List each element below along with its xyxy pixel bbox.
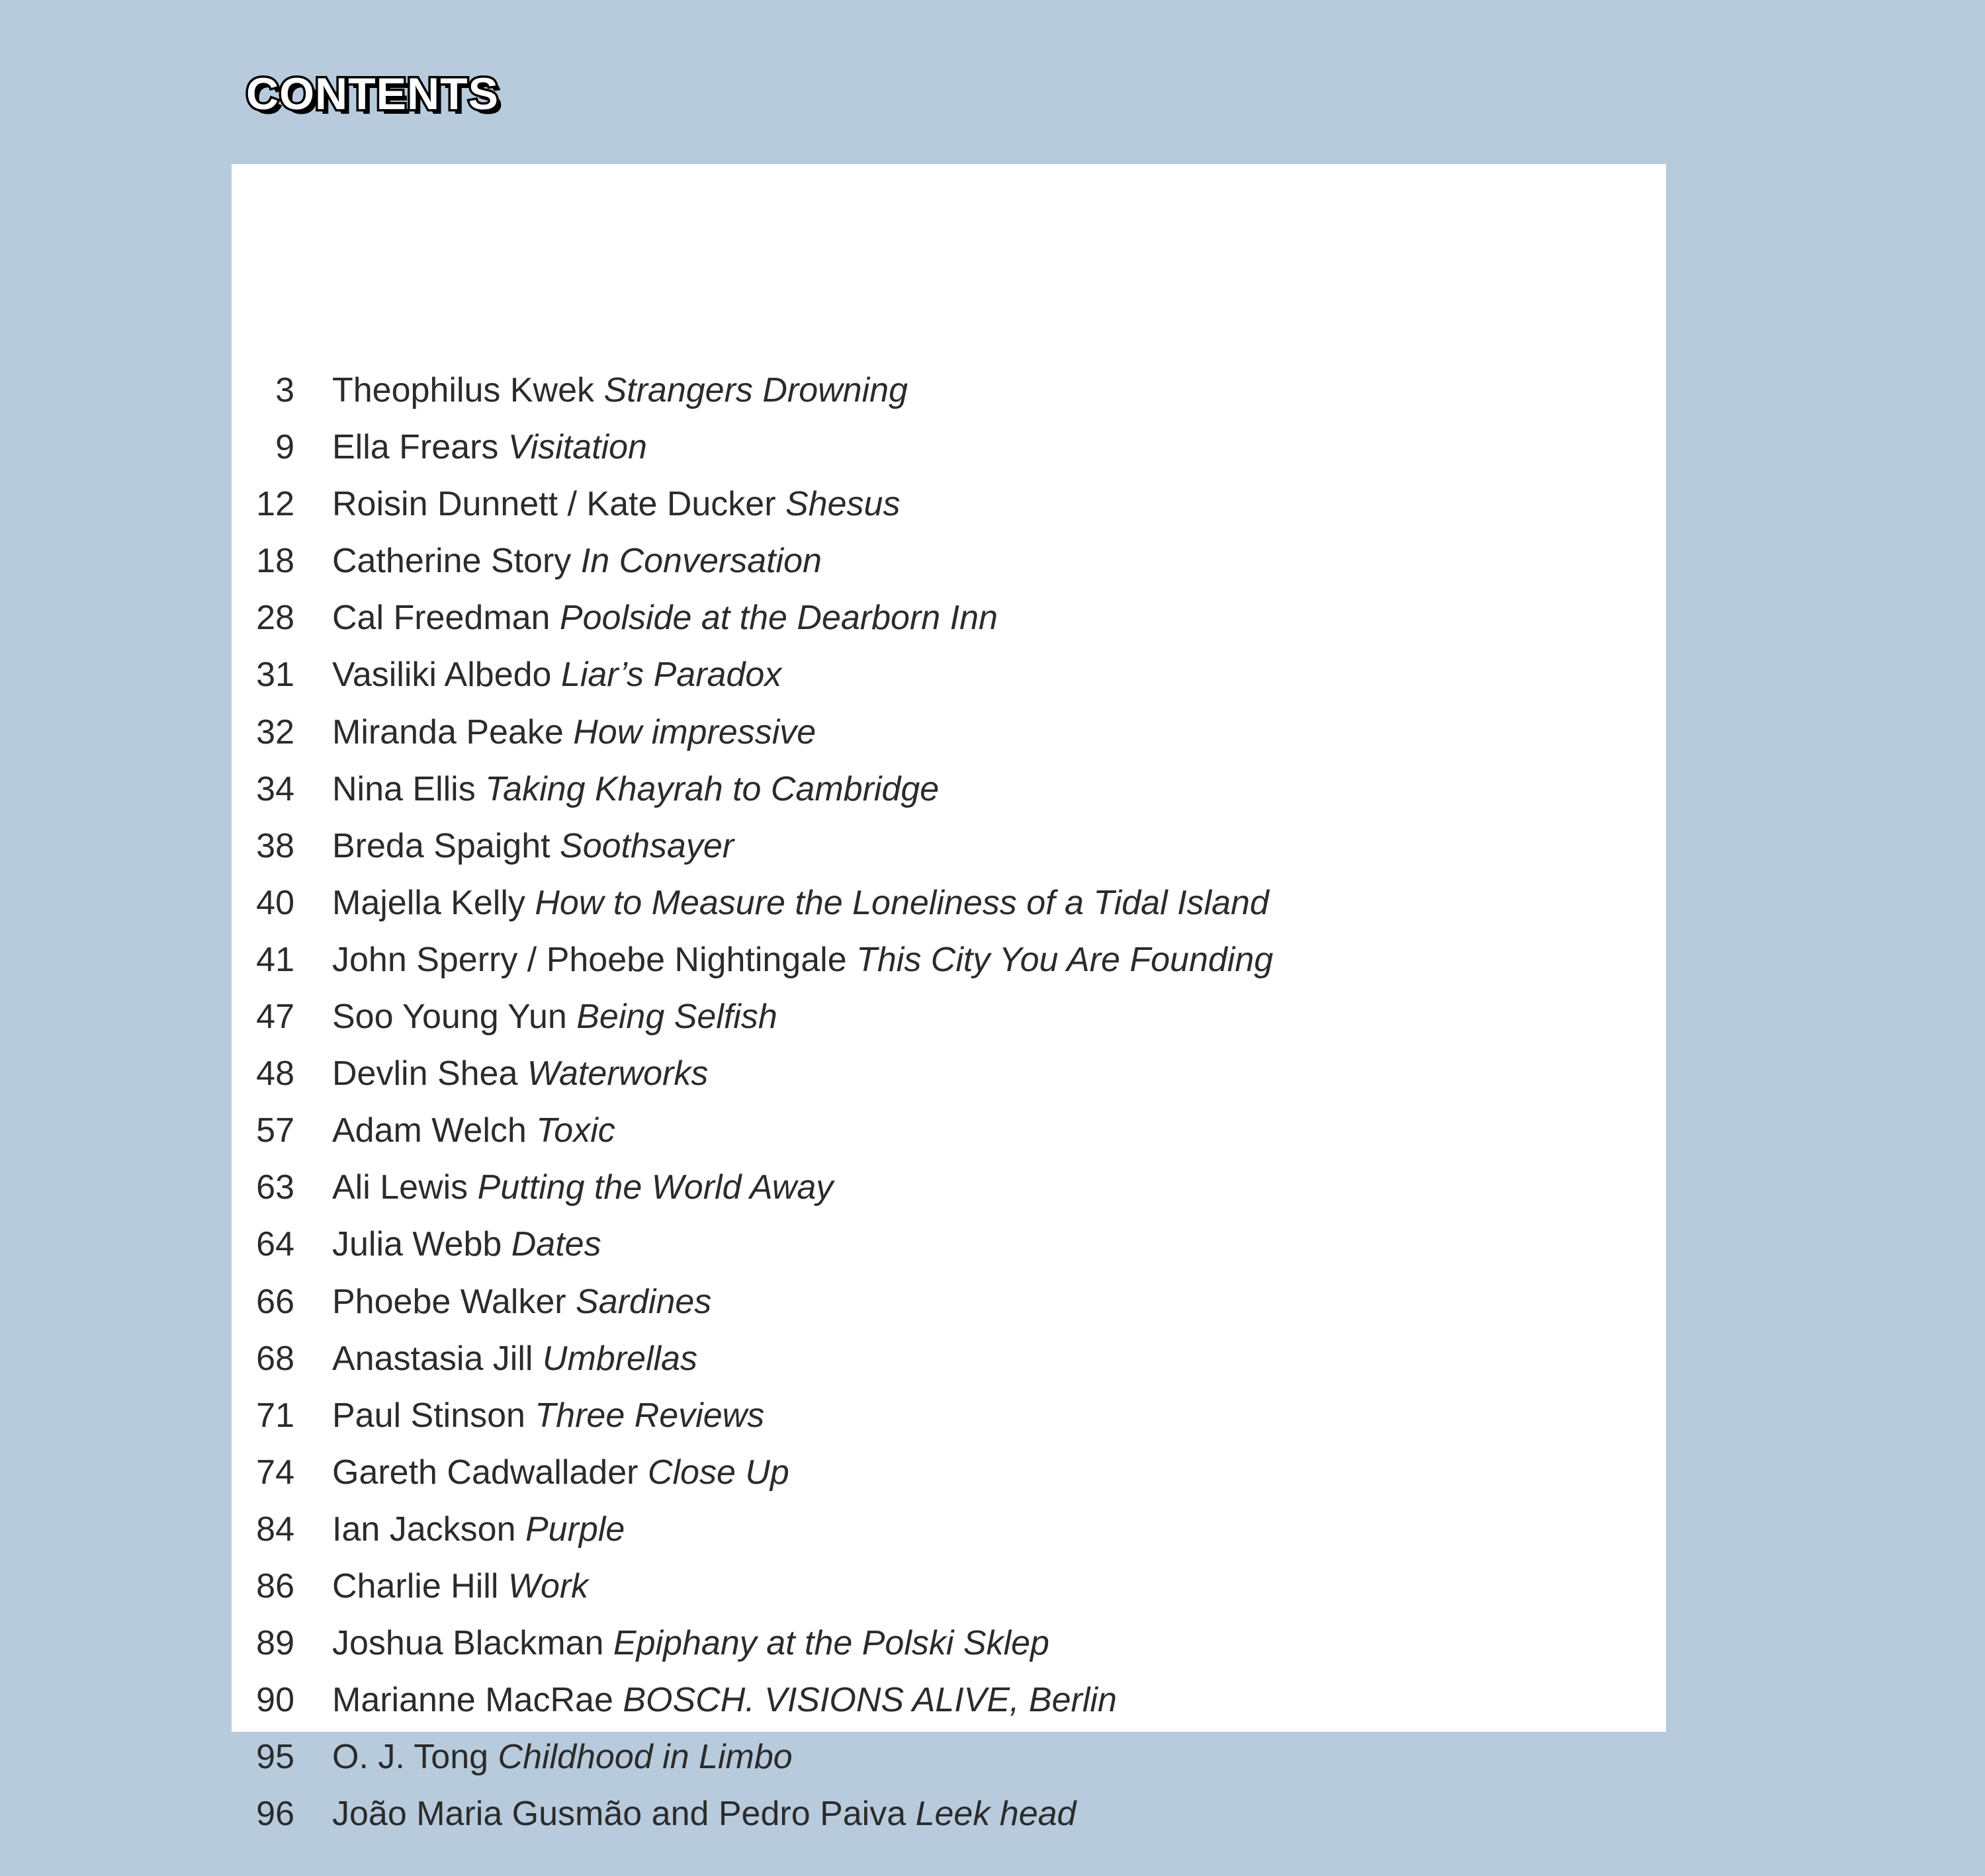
page-number: 66 bbox=[256, 1282, 294, 1321]
entry-author: O. J. Tong bbox=[332, 1738, 489, 1777]
entry-text bbox=[332, 769, 940, 808]
contents-list bbox=[232, 373, 1666, 1854]
entry-author: Ali Lewis bbox=[332, 1168, 468, 1207]
entry-title: How impressive bbox=[573, 712, 816, 751]
entry-text bbox=[332, 1113, 615, 1148]
entry-text bbox=[332, 485, 901, 524]
entry-title: Purple bbox=[525, 1510, 625, 1549]
entry-text bbox=[332, 1398, 764, 1433]
contents-entry bbox=[232, 769, 1666, 829]
entry-author: Anastasia Jill bbox=[332, 1339, 533, 1378]
entry-title: BOSCH. VISIONS ALIVE, Berlin bbox=[623, 1681, 1117, 1720]
page-number: 31 bbox=[256, 656, 294, 695]
contents-entry bbox=[232, 1797, 1666, 1854]
entry-author: Charlie Hill bbox=[332, 1566, 499, 1605]
page-number: 74 bbox=[256, 1453, 294, 1492]
page-number: 40 bbox=[256, 883, 294, 922]
entry-title: Liar’s Paradox bbox=[560, 656, 782, 695]
page-number: 41 bbox=[256, 940, 294, 979]
entry-title: Strangers Drowning bbox=[603, 371, 908, 409]
page-number: 89 bbox=[256, 1624, 294, 1663]
entry-author: Catherine Story bbox=[332, 542, 572, 581]
contents-entry bbox=[232, 1740, 1666, 1797]
entry-title: Close Up bbox=[647, 1453, 789, 1492]
entry-author: Nina Ellis bbox=[332, 769, 476, 808]
entry-text bbox=[332, 883, 1269, 922]
contents-entry bbox=[232, 1282, 1666, 1342]
entry-title: Leek head bbox=[915, 1795, 1077, 1834]
entry-author: Miranda Peake bbox=[332, 712, 564, 751]
page-number: 18 bbox=[256, 542, 294, 581]
contents-entry bbox=[232, 1512, 1666, 1569]
page-number: 86 bbox=[256, 1566, 294, 1605]
entry-text bbox=[332, 1225, 601, 1264]
page-number: 34 bbox=[256, 769, 294, 808]
entry-title: Epiphany at the Polski Sklep bbox=[613, 1624, 1049, 1663]
page-number: 47 bbox=[256, 998, 294, 1037]
page-number: 38 bbox=[256, 826, 294, 865]
entry-text bbox=[332, 940, 1274, 979]
entry-author: Majella Kelly bbox=[332, 883, 525, 922]
contents-entry bbox=[232, 1398, 1666, 1455]
entry-title: In Conversation bbox=[580, 542, 822, 581]
entry-text bbox=[332, 428, 647, 467]
entry-text bbox=[332, 373, 908, 407]
entry-author: Paul Stinson bbox=[332, 1396, 525, 1435]
page-number: 32 bbox=[256, 712, 294, 751]
entry-text bbox=[332, 599, 998, 638]
entry-text bbox=[332, 1170, 833, 1205]
contents-entry bbox=[232, 1113, 1666, 1170]
entry-author: Soo Young Yun bbox=[332, 998, 567, 1037]
page-number: 96 bbox=[256, 1795, 294, 1834]
entry-title: Toxic bbox=[536, 1111, 615, 1150]
contents-entry bbox=[232, 1455, 1666, 1512]
entry-author: Breda Spaight bbox=[332, 826, 551, 865]
contents-entry bbox=[232, 544, 1666, 601]
page-number: 3 bbox=[275, 371, 294, 409]
contents-entry bbox=[232, 373, 1666, 430]
contents-entry bbox=[232, 826, 1666, 886]
entry-title: Sardines bbox=[576, 1282, 712, 1321]
contents-entry bbox=[232, 430, 1666, 487]
entry-title: This City You Are Founding bbox=[856, 940, 1274, 979]
page-number: 95 bbox=[256, 1738, 294, 1777]
entry-text bbox=[332, 1339, 697, 1378]
entry-author: Roisin Dunnett / Kate Ducker bbox=[332, 485, 776, 524]
page-number: 68 bbox=[256, 1339, 294, 1378]
contents-entry bbox=[232, 487, 1666, 544]
page-number: 84 bbox=[256, 1510, 294, 1549]
contents-entry bbox=[232, 1056, 1666, 1113]
entry-author: Adam Welch bbox=[332, 1111, 527, 1150]
entry-text bbox=[332, 826, 734, 865]
entry-text bbox=[332, 1455, 789, 1490]
entry-title: Putting the World Away bbox=[477, 1168, 834, 1207]
page-number: 9 bbox=[275, 428, 294, 467]
contents-entry bbox=[232, 1170, 1666, 1227]
entry-author: Joshua Blackman bbox=[332, 1624, 604, 1663]
entry-author: Vasiliki Albedo bbox=[332, 656, 552, 695]
contents-entry bbox=[232, 883, 1666, 943]
entry-title: Three Reviews bbox=[535, 1396, 765, 1435]
entry-text bbox=[332, 1566, 589, 1605]
entry-title: Poolside at the Dearborn Inn bbox=[559, 599, 998, 638]
entry-author: Marianne MacRae bbox=[332, 1681, 613, 1720]
page-number: 64 bbox=[256, 1225, 294, 1264]
entry-author: Cal Freedman bbox=[332, 599, 551, 638]
entry-title: Dates bbox=[511, 1225, 601, 1264]
page-number: 63 bbox=[256, 1168, 294, 1207]
entry-title: Shesus bbox=[785, 485, 901, 524]
page-number: 48 bbox=[256, 1054, 294, 1093]
contents-entry bbox=[232, 1227, 1666, 1284]
entry-title: Waterworks bbox=[527, 1054, 709, 1093]
page-number: 71 bbox=[256, 1396, 294, 1435]
entry-title: How to Measure the Loneliness of a Tidal Island bbox=[535, 883, 1269, 922]
contents-entry bbox=[232, 658, 1666, 714]
entry-author: Phoebe Walker bbox=[332, 1282, 566, 1321]
contents-entry bbox=[232, 1339, 1666, 1398]
entry-text bbox=[332, 1738, 793, 1777]
contents-panel bbox=[232, 164, 1666, 1834]
entry-title: Soothsayer bbox=[560, 826, 734, 865]
entry-author: Ian Jackson bbox=[332, 1510, 516, 1549]
contents-entry bbox=[232, 712, 1666, 772]
entry-text bbox=[332, 542, 822, 581]
entry-text bbox=[332, 656, 782, 695]
contents-heading: CONTENTS bbox=[246, 69, 499, 119]
entry-author: Devlin Shea bbox=[332, 1054, 518, 1093]
entry-text bbox=[332, 1624, 1049, 1663]
entry-author: Gareth Cadwallader bbox=[332, 1453, 639, 1492]
page-number: 28 bbox=[256, 599, 294, 638]
entry-title: Umbrellas bbox=[542, 1339, 697, 1378]
entry-text bbox=[332, 712, 816, 751]
entry-text bbox=[332, 1056, 708, 1091]
entry-author: John Sperry / Phoebe Nightingale bbox=[332, 940, 847, 979]
entry-text bbox=[332, 998, 777, 1037]
entry-text bbox=[332, 1681, 1117, 1720]
contents-entry bbox=[232, 1000, 1666, 1056]
entry-text bbox=[332, 1282, 712, 1321]
contents-entry bbox=[232, 940, 1666, 1000]
entry-title: Childhood in Limbo bbox=[498, 1738, 793, 1777]
entry-author: Julia Webb bbox=[332, 1225, 502, 1264]
page-number: 12 bbox=[256, 485, 294, 524]
entry-author: Theophilus Kwek bbox=[332, 371, 594, 409]
entry-title: Visitation bbox=[507, 428, 647, 467]
entry-author: João Maria Gusmão and Pedro Paiva bbox=[332, 1795, 906, 1834]
entry-title: Being Selfish bbox=[576, 998, 777, 1037]
contents-entry bbox=[232, 1683, 1666, 1740]
entry-title: Taking Khayrah to Cambridge bbox=[485, 769, 940, 808]
contents-entry bbox=[232, 1566, 1666, 1626]
page-number: 90 bbox=[256, 1681, 294, 1720]
entry-author: Ella Frears bbox=[332, 428, 499, 467]
entry-text bbox=[332, 1795, 1077, 1834]
contents-entry bbox=[232, 1626, 1666, 1683]
entry-title: Work bbox=[507, 1566, 589, 1605]
entry-text bbox=[332, 1512, 625, 1547]
page-number: 57 bbox=[256, 1111, 294, 1150]
contents-entry bbox=[232, 601, 1666, 658]
